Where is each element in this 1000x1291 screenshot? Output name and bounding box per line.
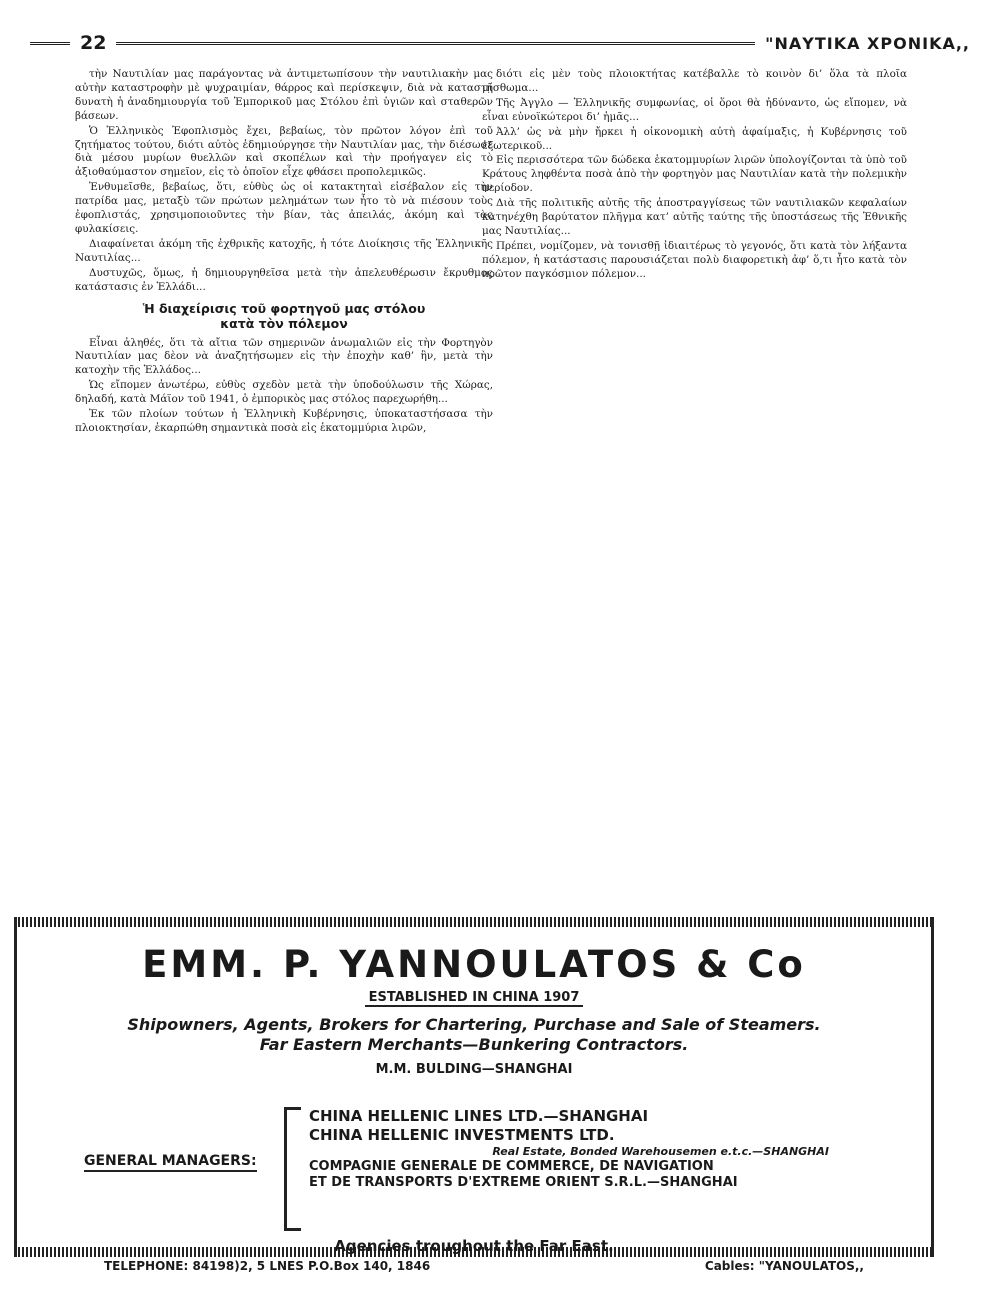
paragraph: Τῆς Ἀγγλο — Ἑλληνικῆς συμφωνίας, οἱ ὅροι θὰ ἠδύναντο, ὡς εἴπομεν, νὰ εἶναι εὐνοϊκώτεροι δι’ ἡμᾶς... [482, 96, 907, 123]
page-header [30, 30, 970, 56]
page-number: 22 [80, 32, 107, 54]
right-column [482, 68, 907, 908]
header-rule-middle [116, 42, 755, 45]
ad-established [44, 990, 904, 1005]
ad-border-right [931, 917, 934, 1257]
ad-firm-3-line-1: COMPAGNIE GENERALE DE COMMERCE, DE NAVIGATION [309, 1159, 714, 1174]
paragraph: Ἐνθυμεῖσθε, βεβαίως, ὅτι, εὐθὺς ὡς οἱ κατακτηταὶ εἰσέβαλον εἰς τὴν πατρίδα μας, μεταξὺ τῶν πρώτων μελημάτων των ἦτο τὸ νὰ πιέσουν τοὺς ἐφοπλιστάς, χρησιμοποιοῦντες τὴν βίαν, τὰς ἀπειλάς, ἀκόμη καὶ τὰς φυλακίσεις. [75, 181, 493, 235]
ad-firm-2-sub: Real Estate, Bonded Warehousemen e.t.c.—SHANGHAI [492, 1145, 829, 1158]
paragraph: Ἐκ τῶν πλοίων τούτων ἡ Ἑλληνικὴ Κυβέρνησις, ὑποκαταστήσασα τὴν πλοιοκτησίαν, ἐκαρπώθη σημαντικὰ ποσὰ εἰς ἑκατομμύρια λιρῶν, [75, 408, 493, 434]
paragraph: διότι εἰς μὲν τοὺς πλοιοκτήτας κατέβαλλε τὸ κοινὸν δι’ ὅλα τὰ πλοῖα μίσθωμα... [482, 68, 907, 94]
paragraph: Πρέπει, νομίζομεν, νὰ τονισθῇ ἰδιαιτέρως τὸ γεγονός, ὅτι κατὰ τὸν λήξαντα πόλεμον, ἡ κατάστασις παρουσιάζεται πολὺ διαφορετικὴ ἀφ’ ὅ,τι ἦτο κατὰ τὸν πρῶτον παγκόσμιον πόλεμον... [482, 239, 907, 280]
paragraph: Εἰς περισσότερα τῶν δώδεκα ἑκατομμυρίων λιρῶν ὑπολογίζονται τὰ ὑπὸ τοῦ Κράτους ληφθέντα ποσὰ ἀπὸ τὴν φορτηγὸν μας Ναυτιλίαν κατὰ τὴν πολεμικὴν περίοδον. [482, 154, 907, 195]
advertisement-box [14, 917, 934, 1273]
paragraph: Ὁ Ἑλληνικὸς Ἐφοπλισμὸς ἔχει, βεβαίως, τὸν πρῶτον λόγον ἐπὶ τοῦ ζητήματος τούτου, διότι αὐτὸς ἐδημιούργησε τὴν Ναυτιλίαν μας, τὴν διέσωσε διὰ μέσου μυρίων θυελλῶν καὶ σκοπέλων καὶ τὴν προήγαγεν εἰς τὸ ἀξιοθαύμαστον σημεῖον, εἰς τὸ ὁποῖον εἶχε φθάσει προπολεμικῶς. [75, 124, 493, 179]
ad-firm-2: CHINA HELLENIC INVESTMENTS LTD. [309, 1126, 615, 1144]
ad-company-name: EMM. P. YANNOULATOS & Co [142, 943, 806, 986]
ad-content [44, 931, 904, 1273]
paragraph: Διαφαίνεται ἀκόμη τῆς ἐχθρικῆς κατοχῆς, ἡ τότε Διοίκησις τῆς Ἑλληνικῆς Ναυτιλίας... [75, 237, 493, 264]
ad-building: M.M. BULDING—SHANGHAI [375, 1062, 573, 1077]
ad-general-managers-label: GENERAL MANAGERS: [84, 1153, 257, 1172]
ad-firm-1: CHINA HELLENIC LINES LTD.—SHANGHAI [309, 1107, 649, 1125]
paragraph: Εἶναι ἀληθές, ὅτι τὰ αἴτια τῶν σημερινῶν ἀνωμαλιῶν εἰς τὴν Φορτηγὸν Ναυτιλίαν μας δὲον νὰ ἀναζητήσωμεν εἰς τὴν ἐποχὴν καθ’ ἣν, μετὰ τὴν κατοχὴν τῆς Ἑλλάδος... [75, 336, 493, 377]
section-heading-line-2: κατὰ τὸν πόλεμον [220, 315, 348, 331]
section-heading-line-1: Ἡ διαχείρισις τοῦ φορτηγοῦ μας στόλου [142, 300, 426, 316]
magazine-title: "ΝΑΥΤΙΚΑ ΧΡΟΝΙΚΑ,, [765, 33, 970, 53]
paragraph: τὴν Ναυτιλίαν μας παράγοντας νὰ ἀντιμετωπίσουν τὴν ναυτιλιακὴν μας αὐτὴν καταστροφὴν μὲ ψυχραιμίαν, θάρρος καὶ περίσκεψιν, διὰ νὰ καταστῇ δυνατὴ ἡ ἀναδημιουργία τοῦ Ἐμπορικοῦ μας Στόλου ἐπὶ ὑγιῶν καὶ σταθερῶν βάσεων. [75, 68, 493, 122]
paragraph: Διὰ τῆς πολιτικῆς αὐτῆς τῆς ἀποστραγγίσεως τῶν ναυτιλιακῶν κεφαλαίων κατηνέχθη βαρύτατον πλῆγμα κατ’ αὐτῆς ταύτης τῆς ὑποστάσεως τῆς Ἐθνικῆς μας Ναυτιλίας... [482, 197, 907, 237]
ad-contact-row [104, 1259, 864, 1273]
ad-firm-3-line-2: ET DE TRANSPORTS D'EXTREME ORIENT S.R.L.—SHANGHAI [309, 1175, 738, 1190]
header-rule-left [30, 42, 70, 45]
left-column [75, 68, 493, 908]
ad-services-line-2: Far Eastern Merchants—Bunkering Contractors. [259, 1035, 689, 1054]
ad-border-left [14, 917, 17, 1257]
ad-cables: Cables: "YANOULATOS,, [704, 1259, 864, 1273]
section-heading [75, 301, 493, 331]
ad-established-text: ESTABLISHED IN CHINA 1907 [365, 990, 584, 1007]
ad-agencies: Agencies troughout the Far East. [334, 1237, 614, 1255]
paragraph: Ὡς εἴπομεν ἀνωτέρω, εὐθὺς σχεδὸν μετὰ τὴν ὑποδούλωσιν τῆς Χώρας, δηλαδή, κατὰ Μάϊον τοῦ 1941, ὁ ἐμπορικὸς μας στόλος παρεχωρήθη... [75, 379, 493, 406]
ad-services-line-1: Shipowners, Agents, Brokers for Chartering, Purchase and Sale of Steamers. [127, 1015, 821, 1034]
paragraph: Δυστυχῶς, ὅμως, ἡ δημιουργηθεῖσα μετὰ τὴν ἀπελευθέρωσιν ἔκρυθμος κατάστασις ἐν Ἑλλάδι... [75, 266, 493, 293]
ad-firm-list [309, 1107, 829, 1191]
ad-telephone: TELEPHONE: 84198)2, 5 LNES P.O.Box 140, 1846 [104, 1259, 431, 1273]
ad-bracket [284, 1107, 301, 1231]
ad-border-top [14, 917, 934, 927]
paragraph: Ἀλλ’ ὡς νὰ μὴν ἤρκει ἡ οἰκονομικὴ αὐτὴ ἀφαίμαξις, ἡ Κυβέρνησις τοῦ ἐξωτερικοῦ... [482, 125, 907, 152]
